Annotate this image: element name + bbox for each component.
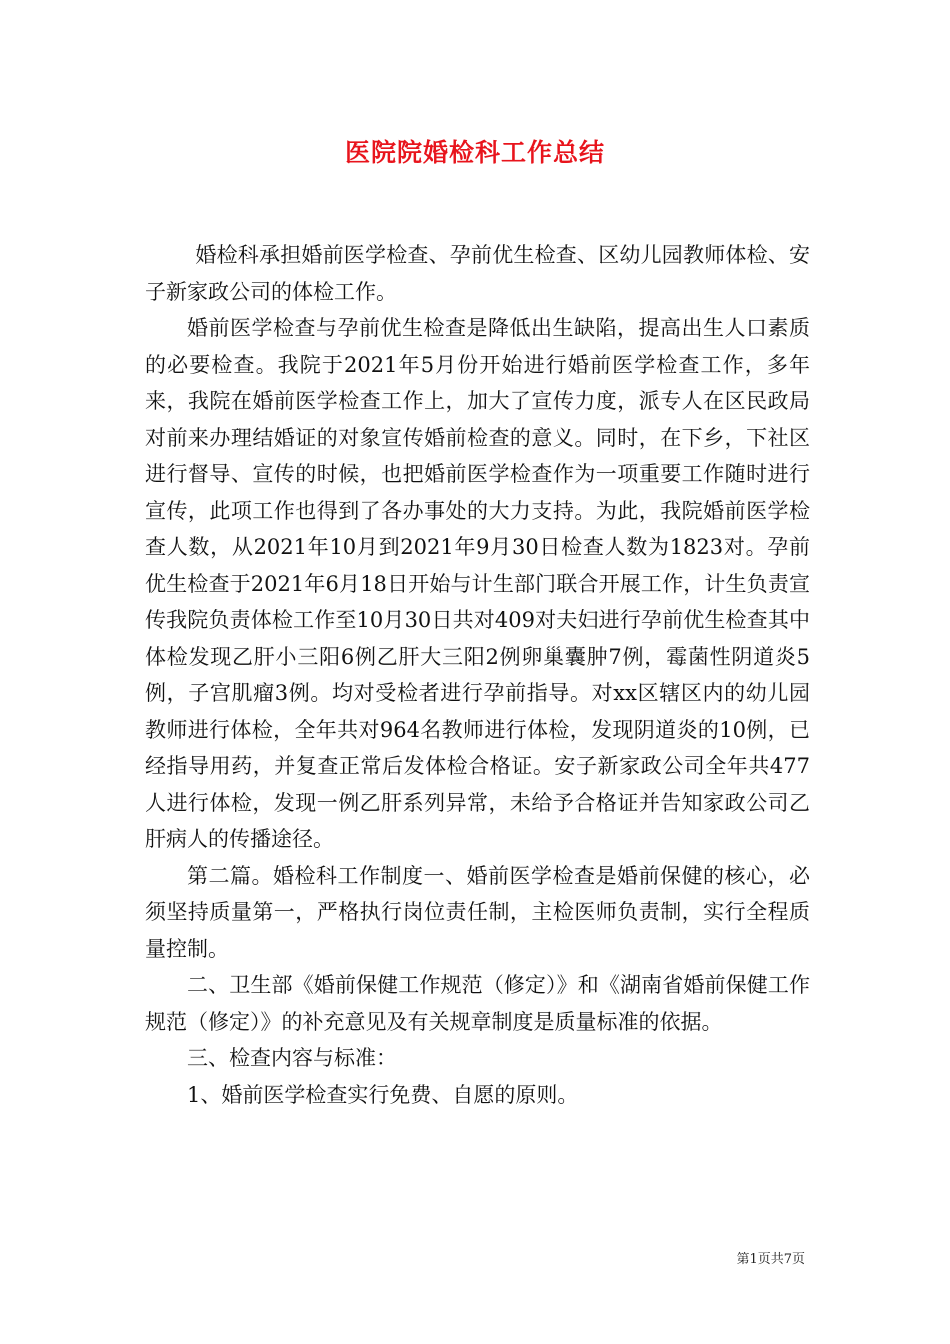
- paragraph: 1、婚前医学检查实行免费、自愿的原则。: [187, 1082, 579, 1107]
- page-number: 第1页共7页: [736, 1252, 805, 1267]
- paragraph: 婚检科承担婚前医学检查、孕前优生检查、区幼儿园教师体检、安子新家政公司的体检工作。: [145, 243, 810, 304]
- paragraph: 三、检查内容与标准：: [187, 1046, 397, 1070]
- paragraph: 婚前医学检查与孕前优生检查是降低出生缺陷，提高出生人口素质的必要检查。我院于2021年5月份开始进行婚前医学检查工作，多年来，我院在婚前医学检查工作上，加大了宣传力度，派专人在区民政局对前来办理结婚证的对象宣传婚前检查的意义。同时，在下乡，下社区进行督导、宣传的时候，也把婚前医学检查作为一项重要工作随时进行宣传，此项工作也得到了各办事处的大力支持。为此，我院婚前医学检查人数，从2021年10月到2021年9月30日检查人数为1823对。孕前优生检查于2021年6月18日开始与计生部门联合开展工作，计生负责宣传我院负责体检工作至10月30日共对409对夫妇进行孕前优生检查其中体检发现乙肝小三阳6例乙肝大三阳2例卵巢囊肿7例，霉菌性阴道炎5例，子宫肌瘤3例。均对受检者进行孕前指导。对xx区辖区内的幼儿园教师进行体检，全年共对964名教师进行体检，发现阴道炎的10例，已经指导用药，并复查正常后发体检合格证。安子新家政公司全年共477人进行体检，发现一例乙肝系列异常，未给予合格证并告知家政公司乙肝病人的传播途径。: [145, 316, 810, 851]
- document-title: 医院院婚检科工作总结: [344, 138, 605, 167]
- document-body: [145, 237, 810, 1113]
- paragraph: 二、卫生部《婚前保健工作规范（修定）》和《湖南省婚前保健工作规范（修定）》的补充意见及有关规章制度是质量标准的依据。: [145, 973, 810, 1034]
- paragraph: 第二篇。婚检科工作制度一、婚前医学检查是婚前保健的核心，必须坚持质量第一，严格执行岗位责任制，主检医师负责制，实行全程质量控制。: [145, 863, 810, 961]
